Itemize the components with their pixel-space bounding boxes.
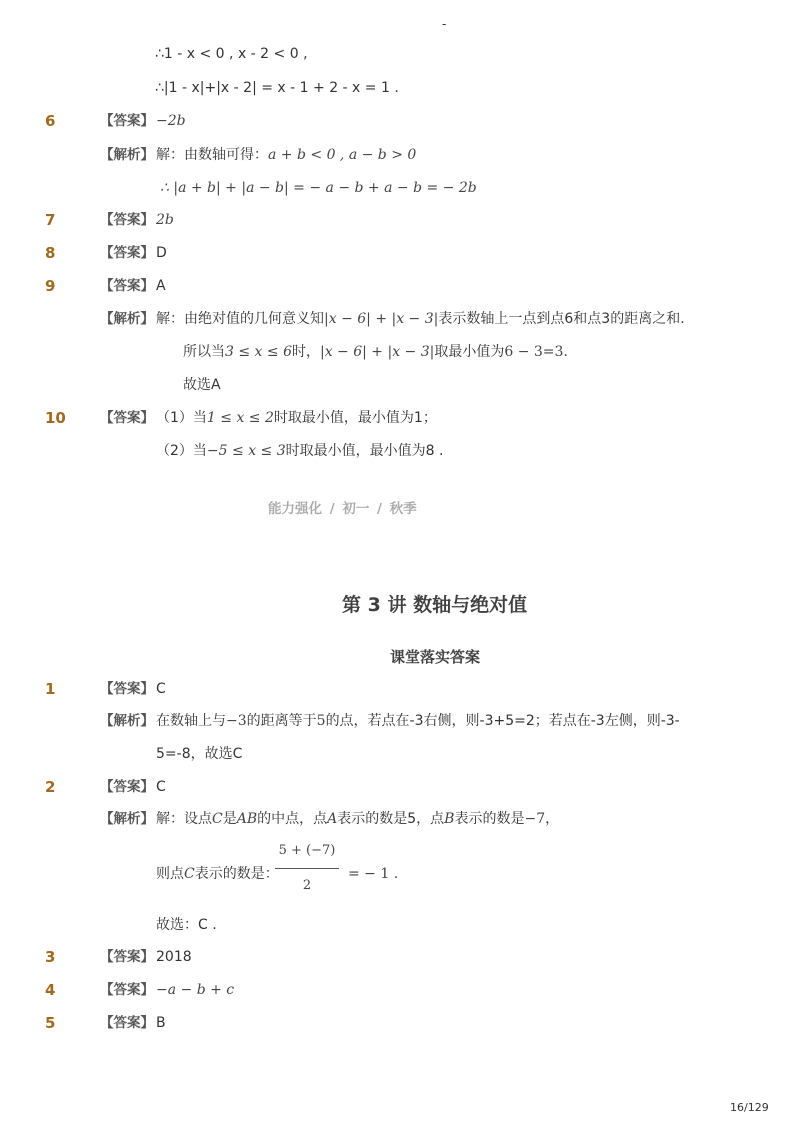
section-title: 第 3 讲 数轴与绝对值 xyxy=(342,594,528,616)
answer-text: 时取最小值，最小值为1； xyxy=(273,410,437,426)
calc-result: = − 1 . xyxy=(348,866,399,882)
page-footer: 能力强化 / 初一 / 秋季 xyxy=(268,501,417,517)
result-line-6: ∴ |a + b| + |a − b| = − a − b + a − b = − 2b xyxy=(160,180,477,196)
analysis-text: 解：设点 xyxy=(156,811,212,827)
analysis-text: 表示的数是 xyxy=(454,811,525,827)
answer-label: 【答案】 xyxy=(100,681,154,697)
answer-part-2 xyxy=(156,441,443,461)
question-number-1: 1 xyxy=(45,680,56,698)
analysis-math: 5 xyxy=(316,713,326,729)
question-number-3: 3 xyxy=(45,948,56,966)
analysis-text: 在数轴上与 xyxy=(156,713,226,729)
analysis-line-9 xyxy=(156,309,685,329)
analysis-text: 解：由绝对值的几何意义知 xyxy=(156,311,324,327)
calc-text: 则点 xyxy=(156,866,184,882)
fraction-denominator: 2 xyxy=(302,878,312,893)
answer-math: 1 ≤ x ≤ 2 xyxy=(206,410,274,426)
answer-value-3: 2018 xyxy=(156,949,192,965)
analysis-line-1b: 5=-8，故选C xyxy=(156,746,243,762)
answer-label: 【答案】 xyxy=(100,949,154,965)
question-number-2: 2 xyxy=(45,778,56,796)
analysis-math: a + b < 0 , a − b > 0 xyxy=(268,147,417,163)
analysis-math: B xyxy=(444,811,455,827)
analysis-text: 的距离等于 xyxy=(246,713,317,729)
answer-value-9: A xyxy=(156,278,166,294)
answer-value-6: −2b xyxy=(156,113,186,129)
answer-label: 【答案】 xyxy=(100,245,154,261)
analysis-line-1 xyxy=(156,711,680,731)
analysis-text: 的点，若点在-3右侧，则-3+5=2；若点在-3左侧，则-3- xyxy=(325,713,680,729)
analysis-math: −7 xyxy=(524,811,546,827)
answer-label: 【答案】 xyxy=(100,982,154,998)
analysis-math: |x − 6| + |x − 3| xyxy=(319,344,435,360)
calc-math: C xyxy=(184,866,195,882)
answer-part-1 xyxy=(156,408,437,428)
analysis-math: −3 xyxy=(226,713,247,729)
question-number-6: 6 xyxy=(45,112,56,130)
analysis-label: 【解析】 xyxy=(100,147,154,163)
answer-text: 时取最小值，最小值为8 . xyxy=(285,443,444,459)
analysis-label: 【解析】 xyxy=(100,311,154,327)
analysis-text: 表示的数是5，点 xyxy=(337,811,445,827)
prev-line-1: ∴1 - x < 0 , x - 2 < 0 , xyxy=(155,46,308,62)
fraction-bar xyxy=(275,868,339,869)
analysis-text: 的中点，点 xyxy=(257,811,328,827)
top-mark: - xyxy=(442,17,447,31)
question-number-10: 10 xyxy=(45,409,66,427)
answer-label: 【答案】 xyxy=(100,212,154,228)
answer-value-8: D xyxy=(156,245,167,261)
analysis-text: 取最小值为 xyxy=(434,344,505,360)
analysis-math: A xyxy=(327,811,338,827)
fraction xyxy=(272,842,342,895)
analysis-line-9b xyxy=(183,342,568,362)
analysis-text: 是 xyxy=(222,811,237,827)
analysis-math: |x − 6| + |x − 3| xyxy=(324,311,439,327)
analysis-text: ， xyxy=(545,811,560,827)
analysis-math: 6 − 3=3. xyxy=(504,344,568,360)
answer-math: −5 ≤ x ≤ 3 xyxy=(206,443,286,459)
question-number-8: 8 xyxy=(45,244,56,262)
analysis-math: AB xyxy=(236,811,258,827)
question-number-4: 4 xyxy=(45,981,56,999)
calc-text: 表示的数是： xyxy=(194,866,279,882)
sub-title: 课堂落实答案 xyxy=(390,648,481,666)
answer-value-7: 2b xyxy=(156,212,174,228)
answer-text: （2）当 xyxy=(156,443,207,459)
analysis-text: 表示数轴上一点到点6和点3的距离之和. xyxy=(438,311,685,327)
analysis-line-6 xyxy=(156,145,416,165)
answer-label: 【答案】 xyxy=(100,278,154,294)
conclusion-2: 故选：C . xyxy=(156,917,217,933)
conclusion-9: 故选A xyxy=(183,377,221,393)
analysis-math: C xyxy=(212,811,223,827)
analysis-label: 【解析】 xyxy=(100,811,154,827)
answer-value-5: B xyxy=(156,1015,166,1031)
answer-label: 【答案】 xyxy=(100,1015,154,1031)
prev-line-2: ∴|1 - x|+|x - 2| = x - 1 + 2 - x = 1 . xyxy=(155,80,399,96)
fraction-numerator: 5 + (−7) xyxy=(278,843,336,858)
answer-text: （1）当 xyxy=(156,410,207,426)
answer-label: 【答案】 xyxy=(100,113,154,129)
answer-value-4: −a − b + c xyxy=(156,982,235,998)
analysis-text: 解：由数轴可得： xyxy=(156,147,268,163)
question-number-9: 9 xyxy=(45,277,56,295)
analysis-label: 【解析】 xyxy=(100,713,154,729)
analysis-line-2 xyxy=(156,809,559,829)
calc-prefix xyxy=(156,864,279,884)
answer-label: 【答案】 xyxy=(100,779,154,795)
analysis-text: 所以当 xyxy=(183,344,225,360)
question-number-7: 7 xyxy=(45,211,56,229)
analysis-text: 时， xyxy=(291,344,320,360)
answer-label: 【答案】 xyxy=(100,410,154,426)
page-number: 16/129 xyxy=(730,1101,769,1114)
answer-value-1: C xyxy=(156,681,166,697)
question-number-5: 5 xyxy=(45,1014,56,1032)
answer-value-2: C xyxy=(156,779,166,795)
analysis-math: 3 ≤ x ≤ 6 xyxy=(225,344,292,360)
